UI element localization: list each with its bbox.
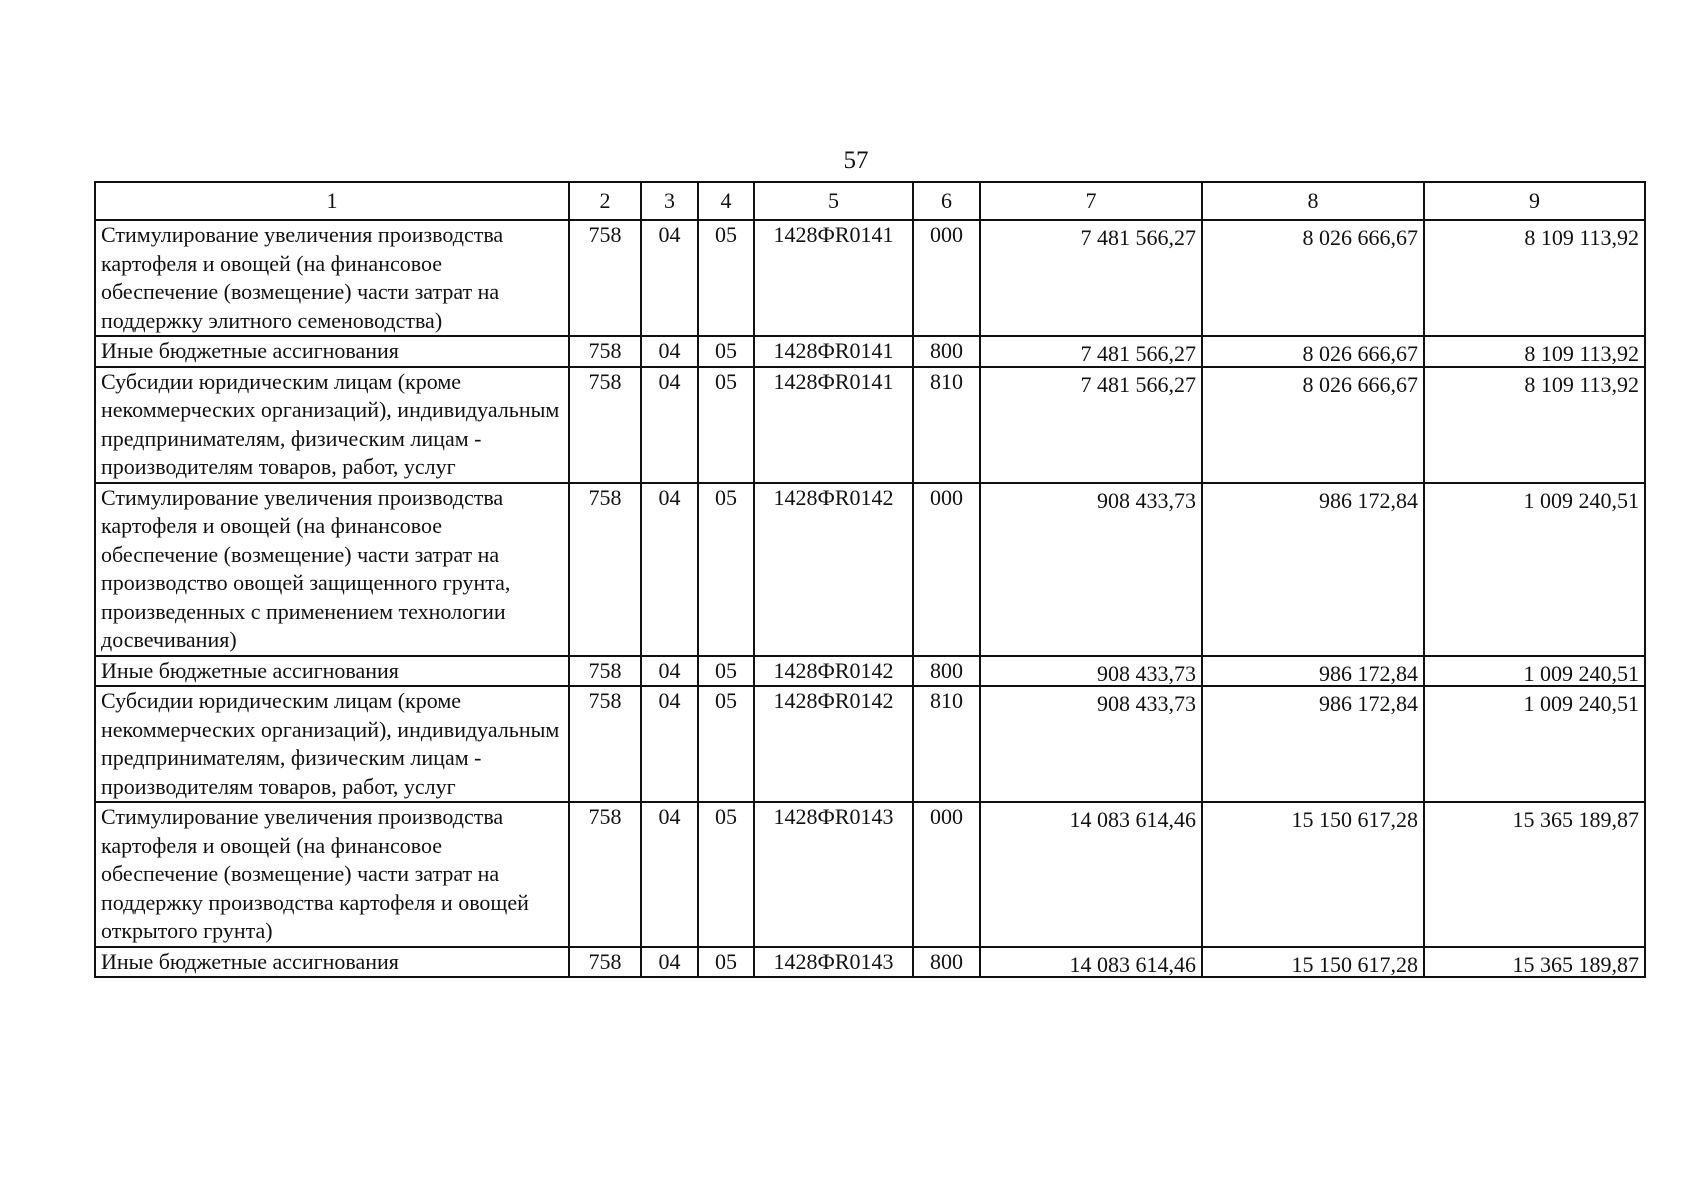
cell-subsection: 05 <box>698 656 754 687</box>
row-name: Стимулирование увеличения производства картофеля и овощей (на финансовое обеспечение (возмещение) части затрат на поддержку элитного семеноводства) <box>95 220 569 336</box>
cell-amount-col7: 7 481 566,27 <box>1080 341 1196 366</box>
table-row <box>95 947 1645 978</box>
cell-expense-type: 000 <box>913 220 980 336</box>
table-row <box>95 656 1645 687</box>
cell-section: 04 <box>641 656 698 687</box>
cell-amount-col8: 8 026 666,67 <box>1302 341 1418 366</box>
header-row <box>95 182 1645 220</box>
row-name: Стимулирование увеличения производства картофеля и овощей (на финансовое обеспечение (возмещение) части затрат на производство овощей защищенного грунта, произведенных с применением технологии досвечивания) <box>95 483 569 656</box>
cell-amount-col9: 8 109 113,92 <box>1524 371 1639 397</box>
cell-section: 04 <box>641 367 698 483</box>
row-name: Субсидии юридическим лицам (кроме некоммерческих организаций), индивидуальным предпринимателям, физическим лицам - производителям товаров, работ, услуг <box>95 686 569 802</box>
cell-target-article: 1428ФR0143 <box>754 947 913 978</box>
cell-subsection: 05 <box>698 947 754 978</box>
cell-target-article: 1428ФR0141 <box>754 336 913 367</box>
cell-amount-col7: 14 083 614,46 <box>1069 807 1196 832</box>
table-row <box>95 220 1645 336</box>
cell-subsection: 05 <box>698 367 754 483</box>
cell-amount-col7: 908 433,73 <box>1097 660 1196 686</box>
table-row <box>95 483 1645 656</box>
cell-section: 04 <box>641 483 698 656</box>
cell-target-article: 1428ФR0142 <box>754 686 913 802</box>
page-number: 57 <box>843 147 869 174</box>
cell-section: 04 <box>641 802 698 947</box>
cell-subsection: 05 <box>698 483 754 656</box>
cell-section: 04 <box>641 220 698 336</box>
cell-amount-col9: 8 109 113,92 <box>1524 225 1639 250</box>
cell-target-article: 1428ФR0143 <box>754 802 913 947</box>
table-row <box>95 367 1645 483</box>
cell-amount-col7: 7 481 566,27 <box>1080 225 1196 250</box>
cell-amount-col7: 14 083 614,46 <box>1069 951 1196 977</box>
header-cell: 2 <box>569 182 641 220</box>
cell-target-article: 1428ФR0141 <box>754 220 913 336</box>
cell-amount-col7: 7 481 566,27 <box>1080 371 1196 397</box>
header-cell: 3 <box>641 182 698 220</box>
header-cell: 6 <box>913 182 980 220</box>
cell-expense-type: 000 <box>913 802 980 947</box>
header-cell: 5 <box>754 182 913 220</box>
cell-section: 04 <box>641 947 698 978</box>
cell-subsection: 05 <box>698 802 754 947</box>
cell-expense-type: 800 <box>913 947 980 978</box>
row-name: Иные бюджетные ассигнования <box>95 336 569 367</box>
cell-amount-col8: 986 172,84 <box>1319 487 1418 513</box>
header-cell: 1 <box>95 182 569 220</box>
cell-amount-col9: 1 009 240,51 <box>1523 691 1639 716</box>
header-cell: 4 <box>698 182 754 220</box>
row-name: Стимулирование увеличения производства картофеля и овощей (на финансовое обеспечение (возмещение) части затрат на поддержку производства картофеля и овощей открытого грунта) <box>95 802 569 947</box>
cell-subsection: 05 <box>698 686 754 802</box>
cell-amount-col7: 908 433,73 <box>1097 691 1196 716</box>
cell-target-article: 1428ФR0142 <box>754 483 913 656</box>
cell-amount-col9: 15 365 189,87 <box>1512 951 1639 977</box>
cell-amount-col8: 986 172,84 <box>1319 660 1418 686</box>
row-name: Иные бюджетные ассигнования <box>95 656 569 687</box>
cell-ministry-code: 758 <box>569 947 641 978</box>
row-name: Иные бюджетные ассигнования <box>95 947 569 978</box>
cell-amount-col9: 15 365 189,87 <box>1512 807 1639 832</box>
cell-amount-col8: 8 026 666,67 <box>1302 371 1418 397</box>
cell-target-article: 1428ФR0141 <box>754 367 913 483</box>
cell-target-article: 1428ФR0142 <box>754 656 913 687</box>
table-row <box>95 802 1645 947</box>
cell-amount-col8: 15 150 617,28 <box>1291 951 1418 977</box>
cell-ministry-code: 758 <box>569 483 641 656</box>
budget-table <box>94 181 1646 978</box>
cell-expense-type: 800 <box>913 336 980 367</box>
header-cell: 8 <box>1202 182 1424 220</box>
cell-amount-col9: 1 009 240,51 <box>1523 660 1639 686</box>
cell-ministry-code: 758 <box>569 802 641 947</box>
cell-ministry-code: 758 <box>569 656 641 687</box>
cell-amount-col7: 908 433,73 <box>1097 487 1196 513</box>
cell-ministry-code: 758 <box>569 336 641 367</box>
header-cell: 9 <box>1424 182 1645 220</box>
cell-ministry-code: 758 <box>569 367 641 483</box>
cell-amount-col9: 1 009 240,51 <box>1523 487 1639 513</box>
cell-expense-type: 000 <box>913 483 980 656</box>
cell-amount-col8: 986 172,84 <box>1319 691 1418 716</box>
cell-expense-type: 810 <box>913 686 980 802</box>
cell-subsection: 05 <box>698 336 754 367</box>
row-name: Субсидии юридическим лицам (кроме некоммерческих организаций), индивидуальным предпринимателям, физическим лицам - производителям товаров, работ, услуг <box>95 367 569 483</box>
cell-amount-col8: 8 026 666,67 <box>1302 225 1418 250</box>
cell-amount-col9: 8 109 113,92 <box>1524 341 1639 366</box>
cell-section: 04 <box>641 686 698 802</box>
cell-amount-col8: 15 150 617,28 <box>1291 807 1418 832</box>
cell-section: 04 <box>641 336 698 367</box>
table-row <box>95 336 1645 367</box>
cell-expense-type: 800 <box>913 656 980 687</box>
cell-expense-type: 810 <box>913 367 980 483</box>
header-cell: 7 <box>980 182 1202 220</box>
cell-subsection: 05 <box>698 220 754 336</box>
cell-ministry-code: 758 <box>569 220 641 336</box>
cell-ministry-code: 758 <box>569 686 641 802</box>
table-row <box>95 686 1645 802</box>
